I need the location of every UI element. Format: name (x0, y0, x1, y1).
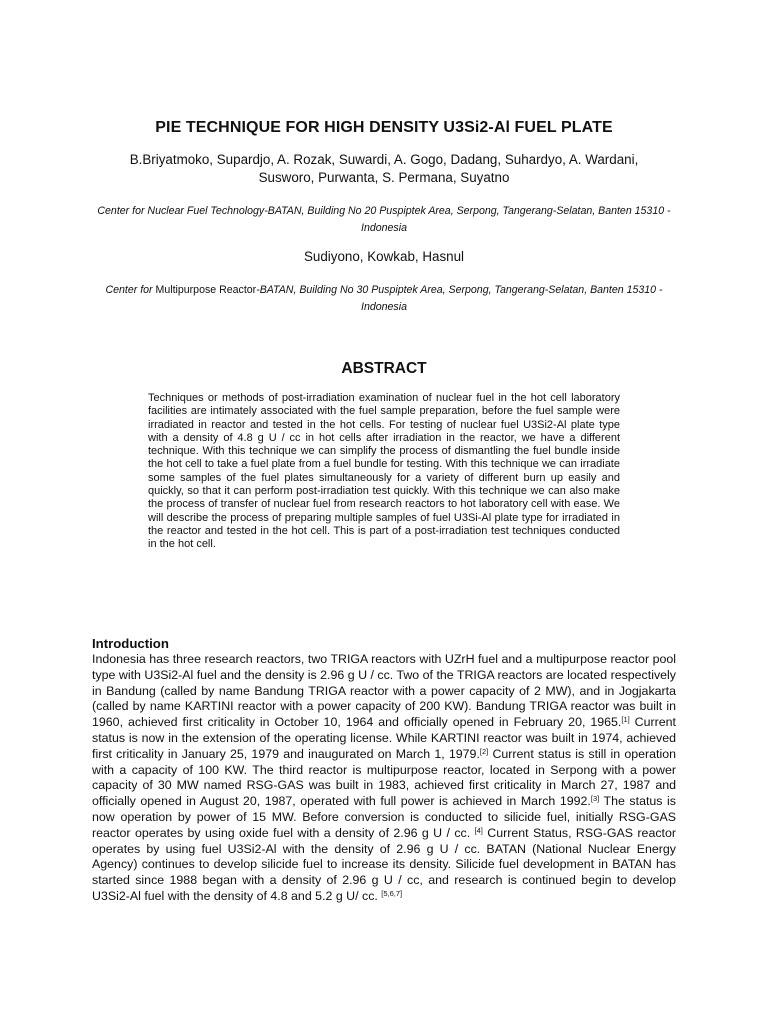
citation-ref-4: [4] (474, 825, 483, 835)
introduction-paragraph (92, 652, 676, 905)
section-heading-introduction: Introduction (92, 636, 169, 651)
affiliation-2-suffix: -BATAN, Building No 30 Puspiptek Area, Serpong, Tangerang-Selatan, Banten 15310 - Indonesia (256, 284, 663, 313)
abstract-text: Techniques or methods of post-irradiation examination of nuclear fuel in the hot cell laboratory facilities are intimately associated with the fuel sample preparation, before the fuel sample were irradiated in reactor and tested in the hot cells. For testing of nuclear fuel U3Si2-Al plate type with a density of 4.8 g U / cc in hot cells after irradiation in the reactor, we have a different technique. With this technique we can simplify the process of dismantling the fuel bundle inside the hot cell to take a fuel plate from a fuel bundle for testing. With this technique we can irradiate some samples of the fuel plates simultaneously for a variety of different burn up easily and quickly, so that it can perform post-irradiation test quickly. With this technique we can also make the process of transfer of nuclear fuel from research reactors to hot laboratory cell with ease. We will describe the process of preparing multiple samples of fuel U3Si-Al plate type for irradiated in the reactor and tested in the hot cell. This is part of a post-irradiation test techniques conducted in the hot cell. (148, 392, 620, 551)
intro-text-5: Current Status, RSG-GAS reactor operates by using fuel U3Si2-Al with the density of 2.96 g U / cc. BATAN (National Nuclear Energy Agency) continues to develop silicide fuel to increase its density. Silicide fuel development in BATAN has started since 1988 began with a density of 2.96 g U / cc, and research is continued begin to develop U3Si2-Al fuel with the density of 4.8 and 5.2 g U/ cc. (92, 825, 676, 903)
affiliation-2-institute: Multipurpose Reactor (155, 284, 257, 296)
citation-ref-5: [5,6,7] (381, 888, 403, 898)
intro-text-3: Current status is still in operation with a capacity of 100 KW. The third reactor is multipurpose reactor, located in Serpong with a power capacity of 30 MW named RSG-GAS was built in 1983, achieved first criticality in March 27, 1987 and officially opened in August 20, 1987, operated with full power is achieved in March 1992. (92, 746, 677, 809)
affiliation-2-prefix: Center for (105, 284, 156, 296)
affiliation-2 (90, 282, 678, 316)
intro-text-4: The status is now operation by power of 15 MW. Before conversion is conducted to silicide fuel, initially RSG-GAS reactor operates by using oxide fuel with a density of 2.96 g U / cc. (92, 794, 676, 840)
paper-title: PIE TECHNIQUE FOR HIGH DENSITY U3Si2-Al FUEL PLATE (155, 119, 613, 136)
author-list-2: Sudiyono, Kowkab, Hasnul (303, 249, 465, 264)
citation-ref-3: [3] (590, 794, 600, 804)
intro-text-2: Current status is now in the extension of the operating license. While KARTINI reactor was built in 1974, achieved first criticality in January 25, 1979 and inaugurated on March 1, 1979. (92, 715, 676, 761)
affiliation-1: Center for Nuclear Fuel Technology-BATAN, Building No 20 Puspiptek Area, Serpong, Tangerang-Selatan, Banten 15310 - Indonesia (97, 205, 671, 234)
author-list-1: B.Briyatmoko, Supardjo, A. Rozak, Suwardi, A. Gogo, Dadang, Suhardyo, A. Wardani, Susworo, Purwanta, S. Permana, Suyatno (129, 152, 639, 185)
intro-text-1: Indonesia has three research reactors, two TRIGA reactors with UZrH fuel and a multipurpose reactor pool type with U3Si2-Al fuel and the density is 2.96 g U / cc. Two of the TRIGA reactors are located respectively in Bandung (called by name Bandung TRIGA reactor with a power capacity of 2 MW), and in Jogjakarta (called by name KARTINI reactor with a power capacity of 200 KW). Bandung TRIGA reactor was built in 1960, achieved first criticality in October 10, 1964 and officially opened in February 20, 1965. (92, 652, 676, 730)
abstract-heading: ABSTRACT (341, 360, 427, 377)
citation-ref-1: [1] (621, 715, 630, 725)
citation-ref-2: [2] (479, 746, 489, 756)
